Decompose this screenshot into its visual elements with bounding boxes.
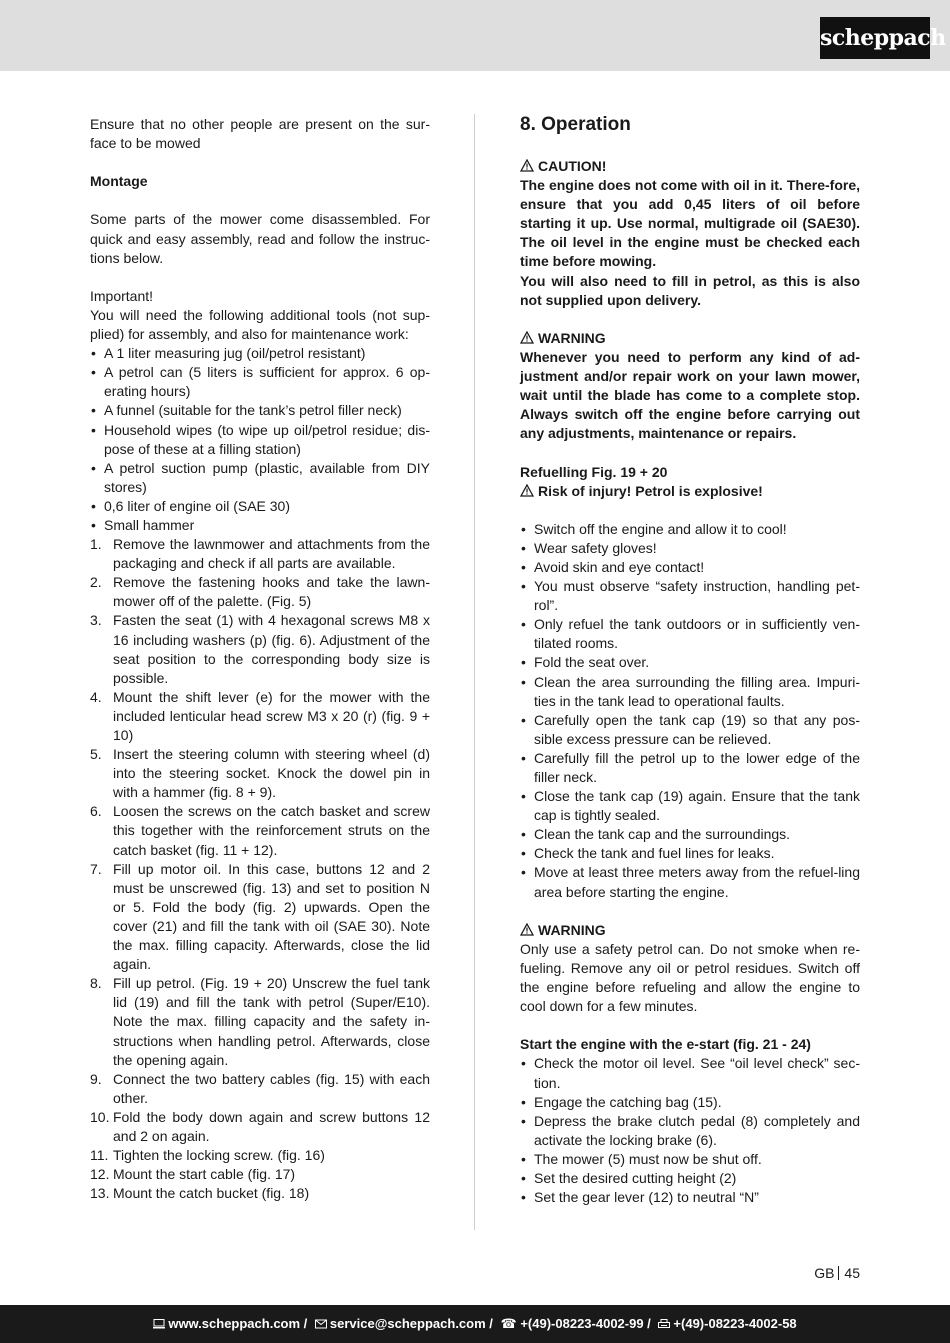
list-item: • Only refuel the tank outdoors or in sufficiently ven-tilated rooms. [520,615,860,653]
scheppach-logo: scheppach [820,17,930,59]
right-column [520,115,860,1207]
list-item: • A 1 liter measuring jug (oil/petrol resistant) [90,344,430,363]
list-item: • A petrol can (5 liters is sufficient for approx. 6 op-erating hours) [90,363,430,401]
left-column [90,115,430,1203]
list-item: • Check the motor oil level. See “oil level check” sec-tion. [520,1054,860,1092]
phone-icon: ☎ [500,1316,517,1331]
email-icon [315,1319,327,1329]
step-item: 3. Fasten the seat (1) with 4 hexagonal screws M8 x 16 including washers (p) (fig. 6). Adjustment of the seat position to the corresponding body size is possible. [90,612,430,686]
warning-label: WARNING [520,329,860,348]
assembly-steps [90,535,430,1203]
warning-triangle-icon [520,159,534,172]
list-item: • Small hammer [90,516,430,535]
step-item: 9. Connect the two battery cables (fig. 15) with each other. [90,1070,430,1106]
language-code: GB [814,1265,835,1281]
caution-label: CAUTION! [520,157,860,176]
tools-intro: You will need the following additional tools (not sup-plied) for assembly, and also for maintenance work: [90,306,430,343]
list-item: • Set the gear lever (12) to neutral “N” [520,1188,860,1207]
refuel-heading: Refuelling Fig. 19 + 20 [520,463,668,480]
computer-icon [153,1319,165,1329]
intro-text: Ensure that no other people are present on the sur-face to be mowed [90,116,430,152]
page-number [760,1264,860,1282]
step-item: 6. Loosen the screws on the catch basket and screw this together with the reinforcement struts on the catch basket (fig. 11 + 12). [90,803,430,858]
list-item: • Wear safety gloves! [520,539,860,558]
step-item: 12. Mount the start cable (fig. 17) [90,1166,296,1183]
tools-list [90,344,430,535]
list-item: • Carefully open the tank cap (19) so that any pos-sible excess pressure can be relieved. [520,711,860,749]
important-label: Important! [90,287,154,304]
estart-list [520,1054,860,1207]
step-item: 7. Fill up motor oil. In this case, buttons 12 and 2 must be unscrewed (fig. 13) and set to position N or 5. Fold the body (fig. 2) upwards. Open the cover (21) and fill the tank with oil (SAE 30). Note the max. filling capacity. Afterwards, close the lid again. [90,860,430,973]
list-item: • Fold the seat over. [520,653,860,672]
list-item: • Move at least three meters away from the refuel-ling area before starting the engine. [520,863,860,901]
list-item: • A petrol suction pump (plastic, available from DIY stores) [90,459,430,497]
step-item: 13. Mount the catch bucket (fig. 18) [90,1185,310,1202]
montage-text: Some parts of the mower come disassembled. For quick and easy assembly, read and follow the instruc-tions below. [90,211,430,266]
page-num: 45 [844,1265,860,1281]
refuel-risk: Risk of injury! Petrol is explosive! [520,482,860,501]
list-item: • Switch off the engine and allow it to cool! [520,520,860,539]
warning-triangle-icon [520,331,534,344]
warning-triangle-icon [520,923,534,936]
list-item: • You must observe “safety instruction, handling pet-rol”. [520,577,860,615]
list-item: • 0,6 liter of engine oil (SAE 30) [90,497,430,516]
list-item: • Engage the catching bag (15). [520,1093,860,1112]
step-item: 11. Tighten the locking screw. (fig. 16) [90,1147,325,1164]
step-item: 10. Fold the body down again and screw buttons 12 and 2 on again. [90,1108,430,1144]
list-item: • Close the tank cap (19) again. Ensure that the tank cap is tightly sealed. [520,787,860,825]
warning-label: WARNING [520,921,860,940]
list-item: • Set the desired cutting height (2) [520,1169,860,1188]
header-bar [0,0,950,71]
montage-heading: Montage [90,173,148,190]
list-item: • Clean the area surrounding the filling area. Impuri-ties in the tank lead to operational faults. [520,673,860,711]
step-item: 2. Remove the fastening hooks and take the lawn-mower off of the palette. (Fig. 5) [90,574,430,610]
list-item: • Household wipes (to wipe up oil/petrol residue; dis-pose of these at a filling station) [90,421,430,459]
step-item: 1. Remove the lawnmower and attachments from the packaging and check if all parts are available. [90,536,430,572]
list-item: • Avoid skin and eye contact! [520,558,860,577]
step-item: 5. Insert the steering column with steering wheel (d) into the steering socket. Knock the dowel pin in with a hammer (fig. 8 + 9). [90,746,430,801]
list-item: • The mower (5) must now be shut off. [520,1150,860,1169]
list-item: • Clean the tank cap and the surroundings. [520,825,860,844]
step-item: 8. Fill up petrol. (Fig. 19 + 20) Unscrew the fuel tank lid (19) and fill the tank with petrol (Super/E10). Note the max. filling capacity and the safety in-structions when handling petrol. Afterwards, close the opening again. [90,975,430,1068]
section-title: 8. Operation [520,114,631,135]
estart-heading: Start the engine with the e-start (fig. 21 - 24) [520,1036,811,1053]
warning-triangle-icon [520,484,534,497]
fax-icon [658,1319,670,1329]
list-item: • Depress the brake clutch pedal (8) completely and activate the locking brake (6). [520,1112,860,1150]
caution-text: The engine does not come with oil in it. There-fore, ensure that you add 0,45 liters of oil before starting it up. Use normal, multigrade oil (SAE30). The oil level in the engine must be checked each time before mowing. [520,177,860,270]
list-item: • Carefully fill the petrol up to the lower edge of the filler neck. [520,749,860,787]
warning-text: Whenever you need to perform any kind of ad-justment and/or repair work on your lawn mower, wait until the blade has come to a complete stop. Always switch off the engine before carrying out any adjustments, maintenance or repairs. [520,348,860,442]
list-item: • Check the tank and fuel lines for leaks. [520,844,860,863]
caution-text-petrol: You will also need to fill in petrol, as this is also not supplied upon delivery. [520,272,860,308]
footer-email[interactable]: service@scheppach.com / [329,1316,493,1331]
footer-bar [0,1305,950,1343]
list-item: • A funnel (suitable for the tank’s petrol filler neck) [90,401,430,420]
refuel-list [520,520,860,902]
column-divider [474,114,475,1230]
footer-phone: +(49)-08223-4002-99 / [520,1316,651,1331]
footer-website[interactable]: www.scheppach.com / [168,1316,308,1331]
warning-text: Only use a safety petrol can. Do not smoke when re-fueling. Remove any oil or petrol residues. Switch off the engine before refueling and allow the engine to cool down for a few minutes. [520,940,860,1015]
footer-fax: +(49)-08223-4002-58 [673,1316,797,1331]
step-item: 4. Mount the shift lever (e) for the mower with the included lenticular head screw M3 x 20 (r) (fig. 9 + 10) [90,688,430,743]
